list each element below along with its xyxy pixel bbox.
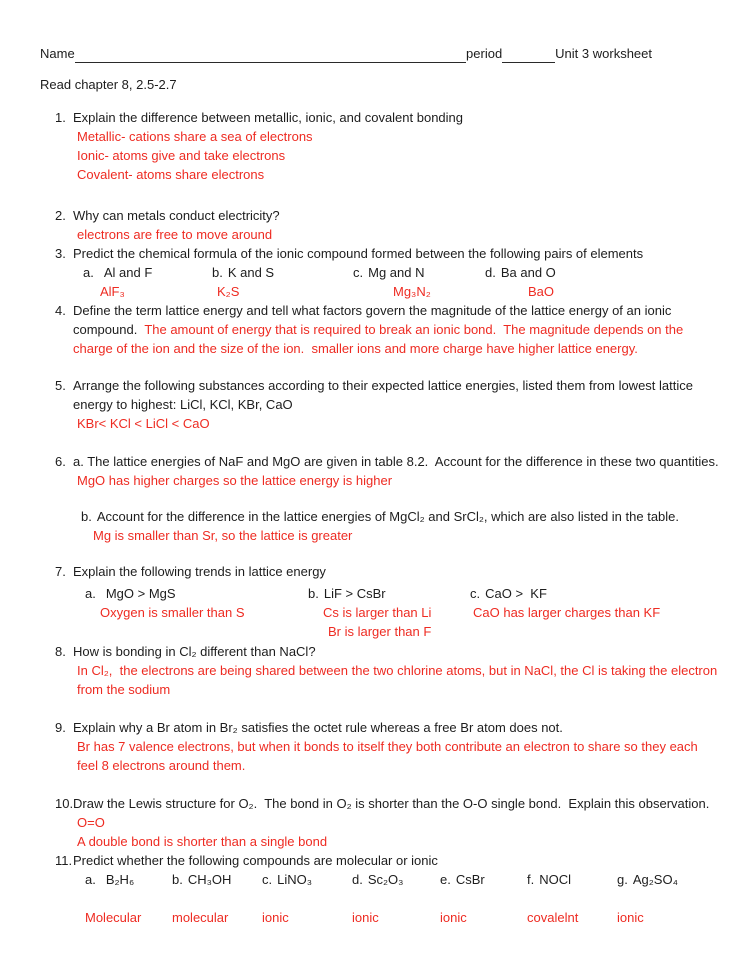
answer-g: ionic [617, 910, 644, 925]
question-3-options-row [73, 263, 702, 282]
question-1-text: Explain the difference between metallic, ionic, and covalent bonding [73, 110, 464, 125]
question-7-options-row [73, 584, 702, 603]
question-10-number: 10. [55, 796, 74, 811]
question-2-text: Why can metals conduct electricity? [73, 208, 280, 223]
question-3-number: 3. [55, 246, 66, 261]
question-7-number: 7. [55, 564, 66, 579]
question-7 [40, 562, 702, 641]
question-1-number: 1. [55, 110, 66, 125]
question-8-number: 8. [55, 644, 66, 659]
question-5-text-line2: energy to highest: LiCl, KCl, KBr, CaO [73, 397, 293, 412]
question-4-line2 [73, 320, 702, 339]
option-c: c. CaO > KF [470, 586, 547, 601]
question-6a [40, 452, 719, 490]
question-10 [40, 794, 710, 851]
question-8-text: How is bonding in Cl₂ different than NaCl? [73, 644, 316, 659]
option-a: a. B₂H₆ [85, 872, 135, 887]
answer-b-line1: Cs is larger than Li [323, 605, 432, 620]
question-4-text-line2: compound. [73, 322, 145, 337]
option-b: b. CH₃OH [172, 872, 232, 887]
question-6b-number-spacer [40, 507, 73, 545]
option-e: e. CsBr [440, 872, 485, 887]
answer-b: K₂S [217, 284, 240, 299]
question-10-lewis-structure: O=O [77, 815, 105, 830]
question-1-answer-line: Metallic- cations share a sea of electrons [77, 129, 313, 144]
question-9 [40, 718, 702, 775]
question-7-answers-row-2 [73, 622, 702, 641]
question-7-answers-row-1 [73, 603, 702, 622]
answer-c: ionic [262, 910, 289, 925]
question-4-number: 4. [55, 303, 66, 318]
question-6b-label: b. [81, 509, 92, 524]
question-6b-text: Account for the difference in the lattice energies of MgCl₂ and SrCl₂, which are also listed in the table. [96, 509, 680, 524]
question-4-answer-line: charge of the ion and the size of the ion. smaller ions and more charge have higher lattice energy. [73, 341, 638, 356]
question-11 [40, 851, 702, 927]
question-6a-answer-line: MgO has higher charges so the lattice energy is higher [77, 473, 393, 488]
question-4-answer-inline: The amount of energy that is required to break an ionic bond. The magnitude depends on the [144, 322, 684, 337]
question-3-answers-row [73, 282, 702, 301]
question-8-answer-line: In Cl₂, the electrons are being shared between the two chlorine atoms, but in NaCl, the Cl is taking the electron [77, 663, 718, 678]
answer-e: ionic [440, 910, 467, 925]
answer-b-line2: Br is larger than F [328, 624, 432, 639]
name-label: Name [40, 46, 75, 61]
question-11-number: 11. [55, 853, 73, 868]
question-5-number: 5. [55, 378, 66, 393]
question-8-answer-line: from the sodium [77, 682, 171, 697]
option-c: c. Mg and N [353, 265, 425, 280]
question-2-number: 2. [55, 208, 66, 223]
option-f: f. NOCl [527, 872, 572, 887]
question-1-answer-line: Covalent- atoms share electrons [77, 167, 265, 182]
question-6a-text: a. The lattice energies of NaF and MgO are given in table 8.2. Account for the difference in these two quantities. [73, 454, 719, 469]
read-instructions: Read chapter 8, 2.5-2.7 [40, 77, 177, 92]
question-10-text: Draw the Lewis structure for O₂. The bond in O₂ is shorter than the O-O single bond. Explain this observation. [73, 796, 710, 811]
question-5-text-line1: Arrange the following substances according to their expected lattice energies, listed them from lowest lattice [73, 378, 693, 393]
option-d: d. Ba and O [485, 265, 556, 280]
question-3-text: Predict the chemical formula of the ionic compound formed between the following pairs of elements [73, 246, 644, 261]
option-b: b. K and S [212, 265, 275, 280]
question-6b [40, 507, 702, 545]
answer-b: molecular [172, 910, 229, 925]
question-9-number: 9. [55, 720, 66, 735]
period-label: period [466, 46, 503, 61]
answer-c: CaO has larger charges than KF [473, 605, 661, 620]
question-6b-line [81, 507, 702, 526]
option-b: b. LiF > CsBr [308, 586, 386, 601]
question-11-text: Predict whether the following compounds are molecular or ionic [73, 853, 438, 868]
answer-d: BaO [528, 284, 555, 299]
question-6-number: 6. [55, 454, 66, 469]
question-6b-answer-line: Mg is smaller than Sr, so the lattice is greater [93, 528, 353, 543]
question-9-answer-line: feel 8 electrons around them. [77, 758, 246, 773]
question-5-answer-line: KBr< KCl < LiCl < CaO [77, 416, 210, 431]
question-1-answer-line: Ionic- atoms give and take electrons [77, 148, 286, 163]
question-5 [40, 376, 702, 433]
question-2 [40, 206, 702, 244]
question-1 [40, 108, 702, 184]
answer-a: AlF₃ [100, 284, 125, 299]
option-a: a. Al and F [83, 265, 153, 280]
answer-c: Mg₃N₂ [393, 284, 431, 299]
option-c: c. LiNO₃ [262, 872, 313, 887]
question-8 [40, 642, 718, 699]
question-9-text: Explain why a Br atom in Br₂ satisfies the octet rule whereas a free Br atom does not. [73, 720, 563, 735]
period-blank-line [502, 48, 555, 63]
question-11-options-row [73, 870, 702, 889]
question-4 [40, 301, 702, 358]
question-2-answer-line: electrons are free to move around [77, 227, 273, 242]
name-blank-line [75, 48, 466, 63]
option-d: d. Sc₂O₃ [352, 872, 404, 887]
worksheet-header [40, 44, 702, 63]
worksheet-title: Unit 3 worksheet [555, 46, 652, 61]
question-9-answer-line: Br has 7 valence electrons, but when it bonds to itself they both contribute an electron to share so they each [77, 739, 698, 754]
option-g: g. Ag₂SO₄ [617, 872, 678, 887]
question-4-text-line1: Define the term lattice energy and tell what factors govern the magnitude of the lattice energy of an ionic [73, 303, 672, 318]
option-a: a. MgO > MgS [85, 586, 176, 601]
question-10-answer-line: A double bond is shorter than a single bond [77, 834, 328, 849]
question-3 [40, 244, 702, 301]
question-7-text: Explain the following trends in lattice energy [73, 564, 326, 579]
answer-d: ionic [352, 910, 379, 925]
answer-f: covalelnt [527, 910, 579, 925]
question-11-answers-row [73, 908, 702, 927]
answer-a: Oxygen is smaller than S [100, 605, 245, 620]
answer-a: Molecular [85, 910, 142, 925]
